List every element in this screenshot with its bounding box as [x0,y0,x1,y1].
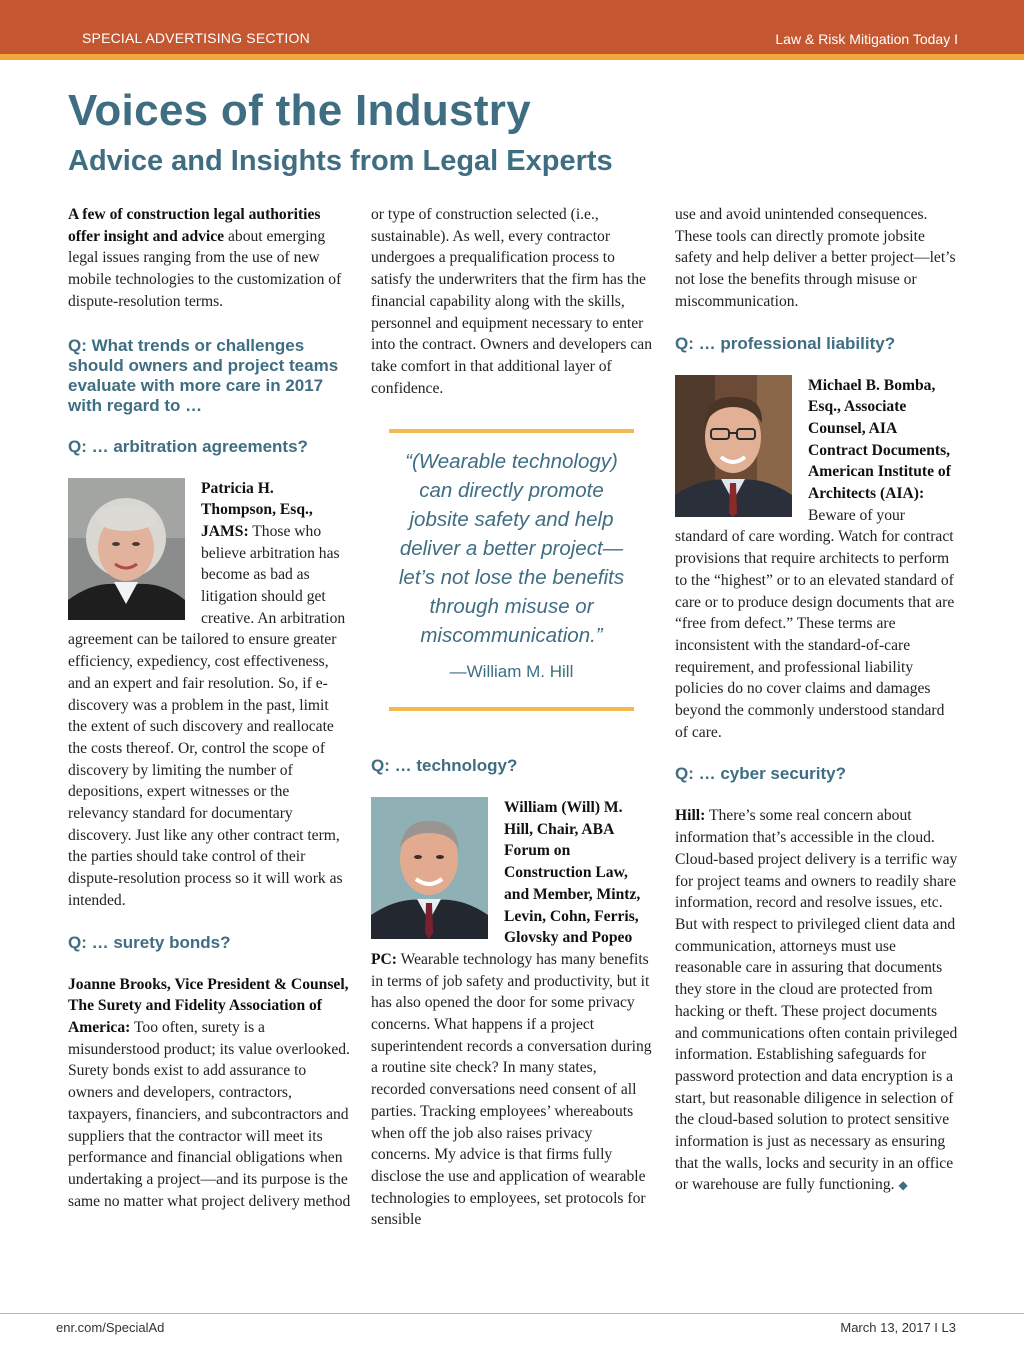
page-title: Voices of the Industry [68,86,531,135]
header-bar [0,0,1024,54]
end-mark-icon: ◆ [898,1178,908,1193]
portrait-william-hill-image [371,797,488,939]
cyber-body: There’s some real concern about information that’s accessible in the cloud. Cloud-based project delivery is a terrific way for project teams and owners to readily share information, record and resolve issues, etc. But with respect to privileged client data and communication, attorneys must use reasonable care in assuring that documents they store in the cloud are protected from hacking or theft. These project documents and communications often contain privileged information. Establishing safeguards for password protection and data encryption is a start, but reasonable diligence in selection of the cloud-based solution to protect sensitive information is just as necessary as ensuring that the walls, locks and security in an office or warehouse are fully functioning. [675,807,958,1194]
footer-rule [0,1313,1024,1314]
pull-quote [389,429,634,711]
question-arbitration: Q: … arbitration agreements? [68,436,308,456]
portrait-michael-bomba-image [675,375,792,517]
liability-body: Beware of your standard of care wording. Watch for contract provisions that require architects to perform to the “highest” or to an elevated standard of care or to produce design documents that are “free from defect.” These terms are inconsistent with the standard-of-care requirement, and professional liability policies do no cover claims and damages beyond the commonly understood standard of care. [675,506,955,741]
intro-paragraph [68,204,351,313]
main-question: Q: What trends or challenges should owners and project teams evaluate with more care in 2017 with regard to … [68,335,339,415]
technology-continued: use and avoid unintended consequences. These tools can directly promote jobsite safety and help deliver a better project—let’s not lose the benefits through misuse or miscommunication. [675,206,956,310]
publication-name: Law & Risk Mitigation Today I [775,31,958,47]
portrait-patricia-thompson-image [68,478,185,620]
technology-body: Wearable technology has many benefits in terms of job safety and productivity, but it has also opened the door for some privacy concerns. What happens if a project superintendent records a conversation during a routine site check? In many states, recorded conversations need consent of all parties. Tracking employees’ whereabouts when off the job also raises privacy concerns. My advice is that firms fully disclose the use and application of wearable technologies to employees, set protocols for sensible [371,950,652,1229]
speaker-thompson: Patricia H. Thompson, Esq., JAMS: [201,479,313,540]
speaker-hill: William (Will) M. Hill, Chair, ABA Forum on Construction Law, and Member, Mintz, Levin, Cohn, Ferris, Glovsky and Popeo PC: [371,799,641,968]
speaker-brooks: Joanne Brooks, Vice President & Counsel, The Surety and Fidelity Association of America: [68,975,349,1036]
arbitration-body: Those who believe arbitration has become as bad as litigation should get creative. An arbitration agreement can be tailored to ensure greater efficiency, expediency, cost effectiveness, and an expert and fair resolution. So, if e-discovery was a problem in the past, limit the extent of such discovery and reallocate the costs thereof. Or, control the scope of discovery by limiting the number of depositions, expert witnesses or the relevancy standard for documentary discovery. Just like any other contract term, the parties should take control of their dispute-resolution process so it will work as intended. [68,522,346,909]
question-liability: Q: … professional liability? [675,333,896,353]
section-label: SPECIAL ADVERTISING SECTION [82,30,310,46]
portrait-william-hill [371,797,488,939]
portrait-patricia-thompson [68,478,185,620]
intro-lead: A few of construction legal authorities offer insight and advice [68,206,321,245]
header-stripe [0,54,1024,60]
intro-text: about emerging legal issues ranging from the use of new mobile technologies to the customization of dispute-resolution terms. [68,227,342,310]
speaker-bomba: Michael B. Bomba, Esq., Associate Counsel, AIA Contract Documents, American Institute of Architects (AIA): [808,376,951,503]
speaker-hill-cyber: Hill: [675,807,706,825]
footer-date-page: March 13, 2017 I L3 [840,1320,956,1335]
surety-continued: or type of construction selected (i.e., sustainable). As well, every contractor undergoes a prequalification process to satisfy the underwriters that the firm has the financial capability along with the skills, personnel and equipment necessary to enter into the contract. Owners and developers can take comfort in that additional layer of confidence. [371,206,653,397]
question-technology: Q: … technology? [371,756,518,776]
column-3 [675,204,958,1197]
pull-quote-attribution: —William M. Hill [449,662,574,682]
page-subtitle: Advice and Insights from Legal Experts [68,145,613,177]
portrait-michael-bomba [675,375,792,517]
pull-quote-text: “(Wearable technology) can directly promote jobsite safety and help deliver a better project—let’s not lose the benefits through misuse or miscommunication.” [398,450,625,648]
surety-body: Too often, surety is a misunderstood product; its value overlooked. Surety bonds exist to add assurance to owners and developers, contractors, taxpayers, financiers, and subcontractors and suppliers that the contractor will meet its performance and financial obligations when undertaking a project—and its purpose is the same no matter what project delivery method [68,1018,351,1210]
question-surety: Q: … surety bonds? [68,932,231,952]
question-cyber: Q: … cyber security? [675,764,847,784]
surety-answer [68,974,351,1213]
footer-url: enr.com/SpecialAd [56,1320,165,1335]
column-1 [68,204,351,1212]
cyber-answer [675,805,958,1197]
column-2 [371,204,654,1231]
